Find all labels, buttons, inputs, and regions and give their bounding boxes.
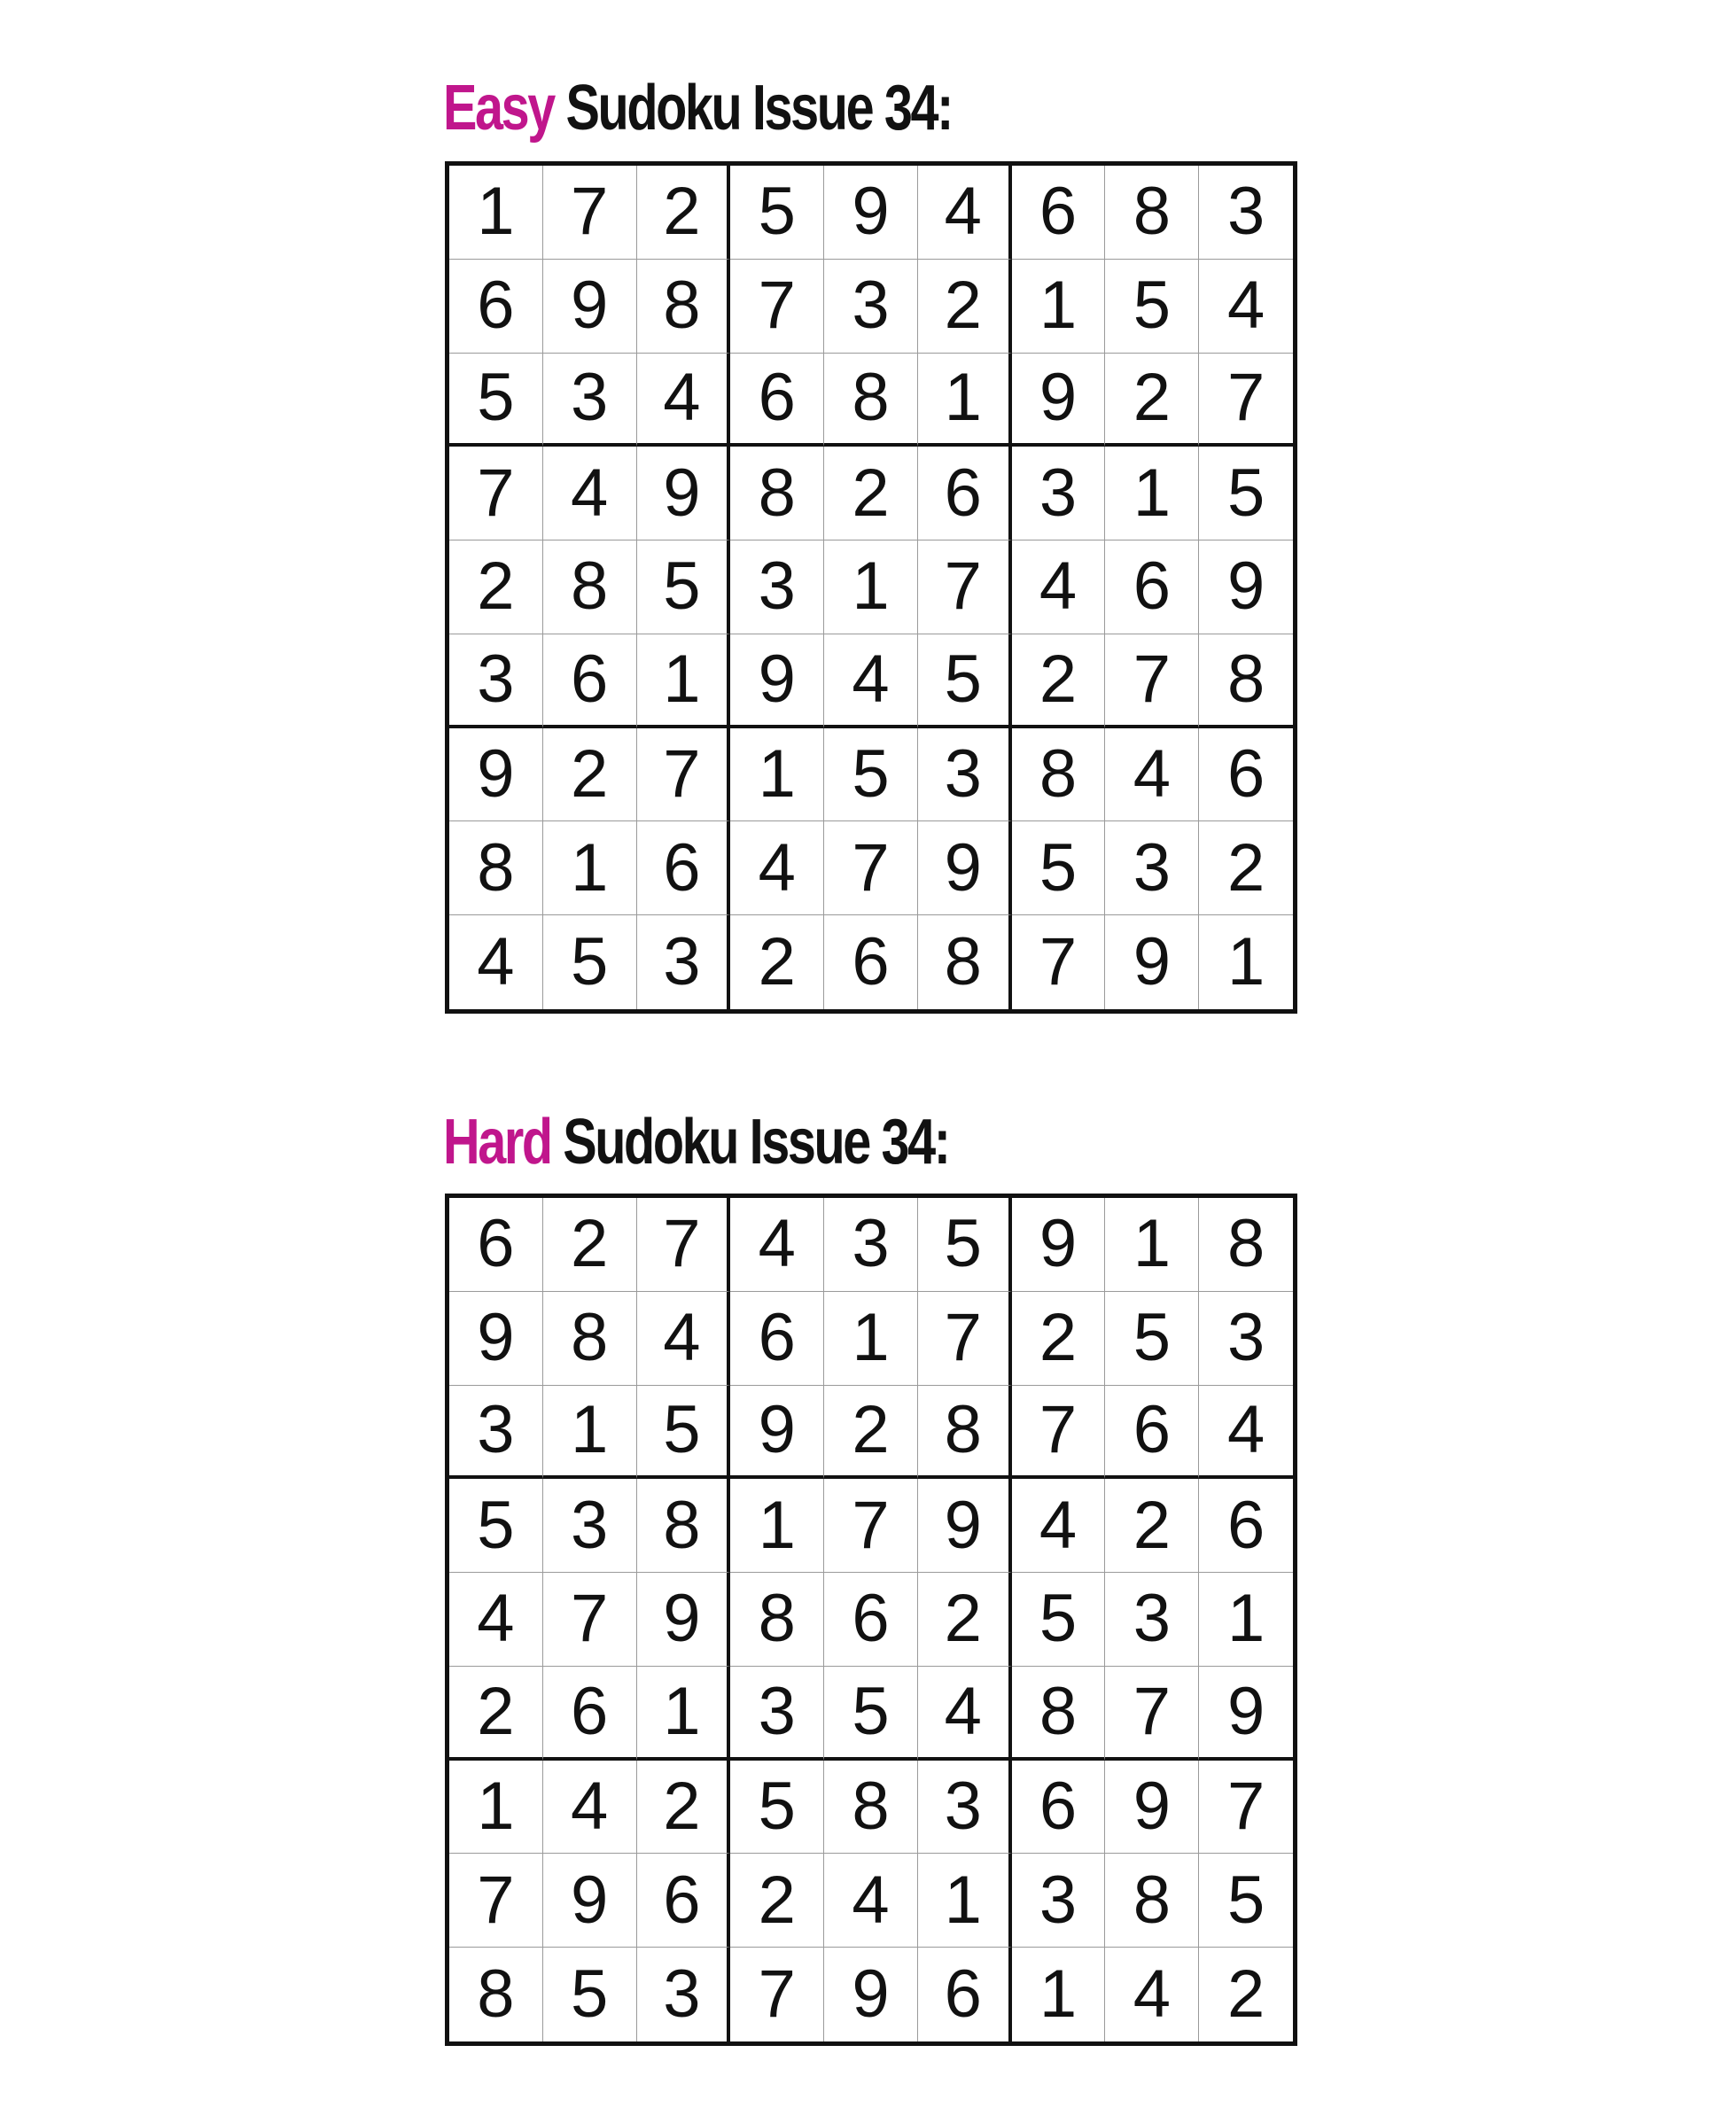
sudoku-cell: 9 <box>824 166 918 260</box>
sudoku-cell: 5 <box>637 540 731 634</box>
sudoku-cell: 2 <box>543 728 637 822</box>
sudoku-cell: 9 <box>1199 540 1293 634</box>
sudoku-cell: 2 <box>824 447 918 540</box>
sudoku-cell: 2 <box>1012 634 1106 728</box>
sudoku-cell: 7 <box>730 1948 824 2041</box>
hard-sudoku-grid <box>445 1194 1297 2046</box>
sudoku-cell: 3 <box>449 634 543 728</box>
sudoku-cell: 1 <box>730 728 824 822</box>
sudoku-cell: 4 <box>918 1667 1012 1761</box>
sudoku-cell: 6 <box>824 915 918 1009</box>
sudoku-cell: 4 <box>918 166 1012 260</box>
sudoku-cell: 2 <box>637 166 731 260</box>
sudoku-cell: 1 <box>637 1667 731 1761</box>
sudoku-cell: 3 <box>1105 821 1199 915</box>
sudoku-cell: 7 <box>1199 354 1293 447</box>
sudoku-cell: 3 <box>1012 1854 1106 1948</box>
sudoku-cell: 4 <box>543 1761 637 1855</box>
sudoku-cell: 7 <box>824 821 918 915</box>
sudoku-cell: 3 <box>1199 1292 1293 1386</box>
sudoku-cell: 1 <box>824 540 918 634</box>
sudoku-cell: 6 <box>918 447 1012 540</box>
title-rest: Sudoku Issue 34: <box>550 1107 949 1178</box>
sudoku-cell: 8 <box>543 1292 637 1386</box>
sudoku-cell: 3 <box>918 1761 1012 1855</box>
sudoku-cell: 2 <box>449 540 543 634</box>
sudoku-cell: 9 <box>730 1386 824 1480</box>
sudoku-cell: 7 <box>918 540 1012 634</box>
sudoku-cell: 5 <box>543 1948 637 2041</box>
sudoku-cell: 6 <box>1012 166 1106 260</box>
sudoku-cell: 3 <box>1199 166 1293 260</box>
sudoku-cell: 5 <box>730 1761 824 1855</box>
sudoku-cell: 8 <box>1199 1198 1293 1292</box>
sudoku-cell: 8 <box>1105 1854 1199 1948</box>
sudoku-cell: 4 <box>543 447 637 540</box>
sudoku-cell: 4 <box>1199 260 1293 354</box>
sudoku-cell: 1 <box>637 634 731 728</box>
sudoku-cell: 5 <box>918 1198 1012 1292</box>
sudoku-cell: 8 <box>1012 1667 1106 1761</box>
sudoku-cell: 7 <box>1105 1667 1199 1761</box>
sudoku-cell: 4 <box>1105 728 1199 822</box>
sudoku-cell: 3 <box>543 354 637 447</box>
sudoku-cell: 7 <box>1199 1761 1293 1855</box>
sudoku-cell: 2 <box>1199 821 1293 915</box>
sudoku-cell: 8 <box>730 1573 824 1667</box>
sudoku-cell: 4 <box>1199 1386 1293 1480</box>
sudoku-cell: 8 <box>824 1761 918 1855</box>
sudoku-cell: 1 <box>543 821 637 915</box>
sudoku-cell: 6 <box>543 1667 637 1761</box>
sudoku-cell: 6 <box>824 1573 918 1667</box>
sudoku-cell: 7 <box>543 166 637 260</box>
sudoku-cell: 9 <box>543 260 637 354</box>
sudoku-cell: 5 <box>1199 447 1293 540</box>
sudoku-cell: 2 <box>1105 1479 1199 1573</box>
sudoku-cell: 3 <box>1105 1573 1199 1667</box>
sudoku-cell: 2 <box>1012 1292 1106 1386</box>
sudoku-cell: 9 <box>449 728 543 822</box>
sudoku-cell: 8 <box>637 260 731 354</box>
sudoku-cell: 4 <box>1012 540 1106 634</box>
sudoku-cell: 9 <box>918 1479 1012 1573</box>
sudoku-cell: 9 <box>1012 1198 1106 1292</box>
sudoku-cell: 9 <box>1105 915 1199 1009</box>
sudoku-cell: 1 <box>1199 1573 1293 1667</box>
sudoku-cell: 9 <box>1105 1761 1199 1855</box>
sudoku-cell: 2 <box>449 1667 543 1761</box>
sudoku-cell: 3 <box>824 1198 918 1292</box>
sudoku-cell: 1 <box>1012 260 1106 354</box>
easy-sudoku-title <box>443 73 952 144</box>
sudoku-cell: 6 <box>637 1854 731 1948</box>
sudoku-cell: 9 <box>1199 1667 1293 1761</box>
sudoku-cell: 6 <box>637 821 731 915</box>
sudoku-cell: 1 <box>1105 447 1199 540</box>
sudoku-cell: 9 <box>1012 354 1106 447</box>
sudoku-cell: 6 <box>1105 1386 1199 1480</box>
sudoku-cell: 1 <box>449 166 543 260</box>
sudoku-cell: 2 <box>730 915 824 1009</box>
sudoku-cell: 9 <box>543 1854 637 1948</box>
sudoku-cell: 4 <box>824 1854 918 1948</box>
sudoku-cell: 5 <box>1105 1292 1199 1386</box>
sudoku-cell: 1 <box>543 1386 637 1480</box>
sudoku-cell: 6 <box>543 634 637 728</box>
sudoku-cell: 4 <box>1105 1948 1199 2041</box>
sudoku-cell: 5 <box>449 354 543 447</box>
sudoku-cell: 4 <box>1012 1479 1106 1573</box>
sudoku-cell: 7 <box>918 1292 1012 1386</box>
sudoku-cell: 4 <box>824 634 918 728</box>
sudoku-cell: 8 <box>918 1386 1012 1480</box>
sudoku-cell: 6 <box>449 260 543 354</box>
sudoku-cell: 7 <box>449 447 543 540</box>
title-level-label: Easy <box>443 73 554 144</box>
sudoku-cell: 8 <box>730 447 824 540</box>
sudoku-cell: 2 <box>1105 354 1199 447</box>
sudoku-cell: 5 <box>543 915 637 1009</box>
sudoku-cell: 5 <box>1012 821 1106 915</box>
sudoku-cell: 9 <box>730 634 824 728</box>
sudoku-cell: 5 <box>1105 260 1199 354</box>
sudoku-cell: 3 <box>637 915 731 1009</box>
sudoku-cell: 5 <box>730 166 824 260</box>
sudoku-cell: 8 <box>1105 166 1199 260</box>
sudoku-cell: 9 <box>918 821 1012 915</box>
sudoku-cell: 8 <box>543 540 637 634</box>
sudoku-cell: 7 <box>1012 915 1106 1009</box>
title-level-label: Hard <box>443 1107 551 1178</box>
sudoku-cell: 4 <box>637 354 731 447</box>
sudoku-cell: 3 <box>637 1948 731 2041</box>
sudoku-cell: 1 <box>1012 1948 1106 2041</box>
sudoku-cell: 1 <box>449 1761 543 1855</box>
sudoku-cell: 6 <box>1199 1479 1293 1573</box>
sudoku-cell: 2 <box>730 1854 824 1948</box>
sudoku-cell: 4 <box>449 1573 543 1667</box>
sudoku-cell: 9 <box>449 1292 543 1386</box>
sudoku-cell: 3 <box>730 540 824 634</box>
sudoku-cell: 8 <box>824 354 918 447</box>
sudoku-cell: 9 <box>824 1948 918 2041</box>
sudoku-cell: 2 <box>1226 1956 1265 2033</box>
hard-sudoku-title <box>443 1107 949 1178</box>
sudoku-cell: 7 <box>730 260 824 354</box>
sudoku-cell: 7 <box>543 1573 637 1667</box>
sudoku-cell: 2 <box>543 1198 637 1292</box>
sudoku-cell: 6 <box>1012 1761 1106 1855</box>
sudoku-cell: 3 <box>1012 447 1106 540</box>
sudoku-cell: 4 <box>730 821 824 915</box>
sudoku-cell: 7 <box>449 1854 543 1948</box>
title-rest: Sudoku Issue 34: <box>553 73 952 144</box>
sudoku-cell: 5 <box>449 1479 543 1573</box>
sudoku-cell: 1 <box>1105 1198 1199 1292</box>
sudoku-cell: 8 <box>918 915 1012 1009</box>
sudoku-cell: 6 <box>730 354 824 447</box>
sudoku-cell: 8 <box>449 821 543 915</box>
sudoku-cell: 7 <box>824 1479 918 1573</box>
sudoku-cell: 5 <box>1199 1854 1293 1948</box>
sudoku-cell: 8 <box>1199 634 1293 728</box>
sudoku-cell: 5 <box>824 728 918 822</box>
sudoku-cell: 8 <box>637 1479 731 1573</box>
sudoku-cell: 2 <box>918 260 1012 354</box>
sudoku-cell: 5 <box>824 1667 918 1761</box>
sudoku-cell: 7 <box>1105 634 1199 728</box>
sudoku-cell: 1 <box>730 1479 824 1573</box>
sudoku-cell: 1 <box>1226 924 1265 1000</box>
sudoku-cell: 2 <box>918 1573 1012 1667</box>
sudoku-cell: 6 <box>918 1948 1012 2041</box>
sudoku-cell: 2 <box>824 1386 918 1480</box>
sudoku-cell: 4 <box>637 1292 731 1386</box>
sudoku-cell: 3 <box>918 728 1012 822</box>
sudoku-cell: 6 <box>730 1292 824 1386</box>
sudoku-cell: 8 <box>1012 728 1106 822</box>
sudoku-cell: 3 <box>824 260 918 354</box>
sudoku-cell: 1 <box>918 354 1012 447</box>
sudoku-cell: 6 <box>1105 540 1199 634</box>
sudoku-cell: 5 <box>918 634 1012 728</box>
sudoku-cell: 6 <box>449 1198 543 1292</box>
sudoku-cell: 7 <box>1012 1386 1106 1480</box>
sudoku-cell: 3 <box>543 1479 637 1573</box>
sudoku-cell: 7 <box>637 728 731 822</box>
sudoku-cell: 3 <box>449 1386 543 1480</box>
sudoku-cell: 8 <box>449 1948 543 2041</box>
sudoku-cell: 3 <box>730 1667 824 1761</box>
sudoku-cell: 7 <box>637 1198 731 1292</box>
sudoku-cell: 4 <box>730 1198 824 1292</box>
sudoku-cell: 2 <box>637 1761 731 1855</box>
sudoku-cell: 5 <box>637 1386 731 1480</box>
sudoku-cell: 9 <box>637 1573 731 1667</box>
easy-sudoku-grid <box>445 161 1297 1014</box>
sudoku-cell: 5 <box>1012 1573 1106 1667</box>
sudoku-cell: 1 <box>824 1292 918 1386</box>
sudoku-cell: 4 <box>449 915 543 1009</box>
sudoku-cell: 1 <box>918 1854 1012 1948</box>
sudoku-cell: 6 <box>1199 728 1293 822</box>
sudoku-cell: 9 <box>637 447 731 540</box>
